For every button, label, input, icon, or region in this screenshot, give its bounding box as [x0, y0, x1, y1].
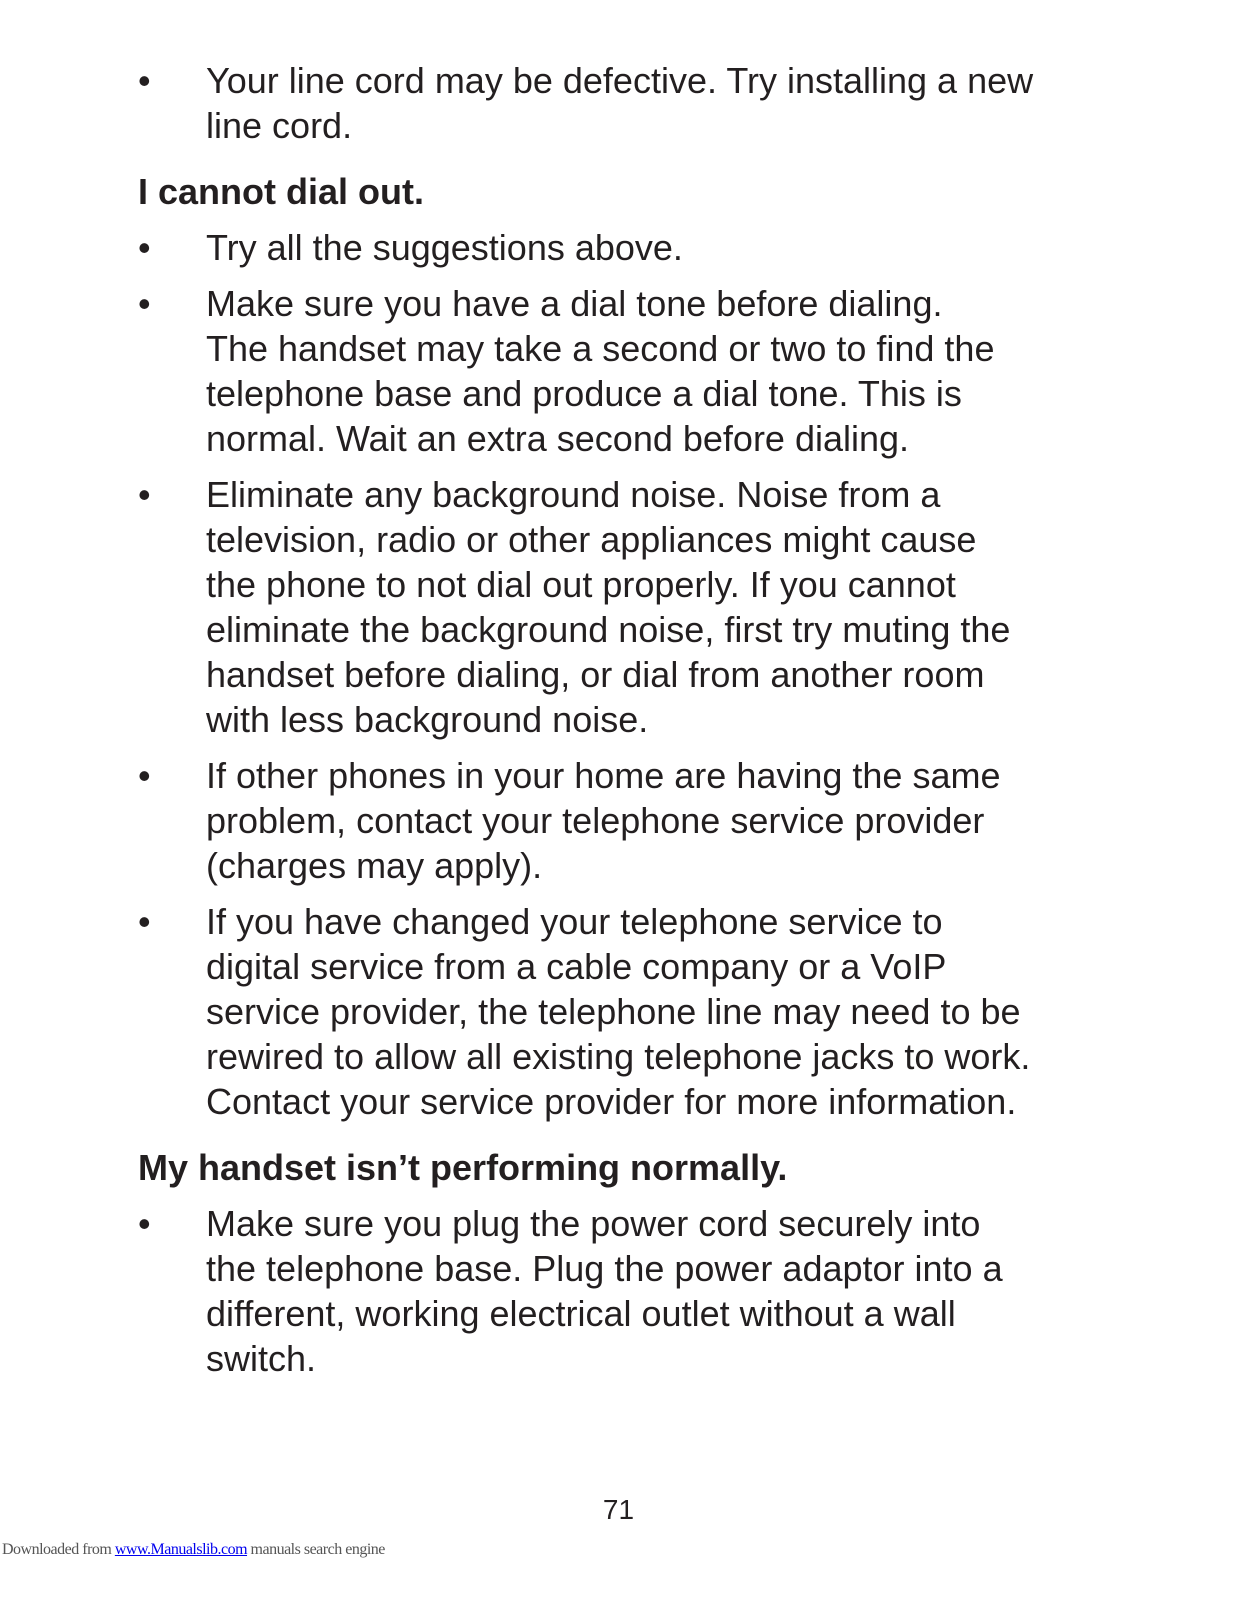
list-item	[138, 753, 1108, 888]
section-line-cord	[138, 58, 1108, 148]
list-item	[138, 225, 1108, 270]
download-footer	[2, 1541, 385, 1559]
footer-suffix: manuals search engine	[247, 1541, 385, 1558]
bullet-icon: •	[138, 283, 151, 324]
bullet-text: Eliminate any background noise. Noise from a television, radio or other appliances might cause the phone to not dial out properly. If you cannot eliminate the background noise, first try muting the handset before dialing, or dial from another room with less background noise.	[206, 474, 1011, 740]
list-item	[138, 899, 1108, 1124]
list-item	[138, 281, 1108, 461]
bullet-text: Make sure you plug the power cord securely into the telephone base. Plug the power adaptor into a different, working electrical outlet without a wall switch.	[206, 1203, 1003, 1379]
bullet-list	[138, 1201, 1108, 1381]
list-item	[138, 58, 1108, 148]
bullet-icon: •	[138, 901, 151, 942]
page-content	[138, 58, 1108, 1392]
section-heading: My handset isn’t performing normally.	[138, 1147, 788, 1188]
bullet-icon: •	[138, 474, 151, 515]
section-cannot-dial-out	[138, 169, 1108, 1124]
bullet-text: Try all the suggestions above.	[206, 227, 683, 268]
section-handset-not-normal	[138, 1145, 1108, 1381]
section-heading: I cannot dial out.	[138, 171, 424, 212]
bullet-icon: •	[138, 227, 151, 268]
manualslib-link[interactable]: www.Manualslib.com	[114, 1541, 248, 1558]
bullet-icon: •	[138, 755, 151, 796]
list-item	[138, 1201, 1108, 1381]
footer-prefix: Downloaded from	[2, 1541, 115, 1558]
bullet-icon: •	[138, 1203, 151, 1244]
bullet-text: If other phones in your home are having the same problem, contact your telephone service provider (charges may apply).	[206, 755, 1001, 886]
bullet-icon: •	[138, 60, 151, 101]
page-number: 71	[602, 1494, 635, 1525]
bullet-text: Your line cord may be defective. Try installing a new line cord.	[206, 60, 1034, 146]
bullet-text: If you have changed your telephone service to digital service from a cable company or a VoIP service provider, the telephone line may need to be rewired to allow all existing telephone jacks to work. Contact your service provider for more information.	[206, 901, 1031, 1122]
bullet-text: Make sure you have a dial tone before dialing. The handset may take a second or two to find the telephone base and produce a dial tone. This is normal. Wait an extra second before dialing.	[206, 283, 995, 459]
list-item	[138, 472, 1108, 742]
bullet-list	[138, 225, 1108, 1124]
bullet-list	[138, 58, 1108, 148]
